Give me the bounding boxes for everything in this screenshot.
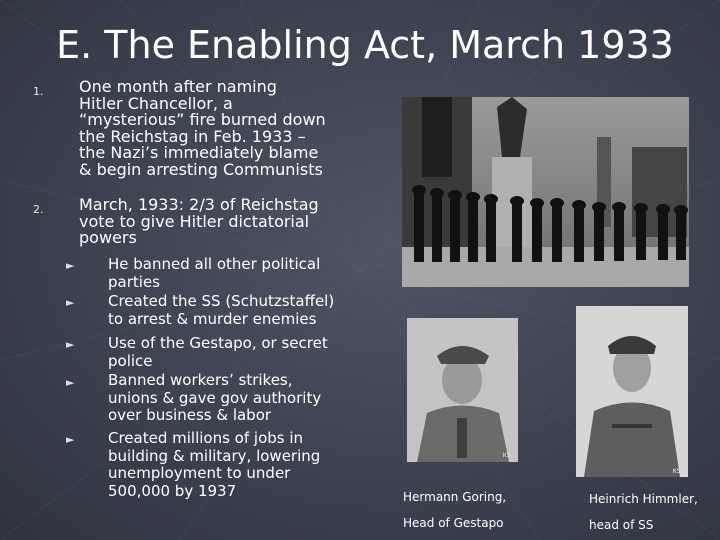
goring-caption-role: Head of Gestapo: [403, 516, 504, 530]
numbered-item-text: [79, 197, 319, 247]
text-line: vote to give Hitler dictatorial: [79, 211, 310, 231]
text-line: unemployment to under: [108, 464, 291, 482]
bullet-arrow-icon: ►: [66, 433, 75, 446]
sub-bullet-text: [108, 430, 320, 500]
ss-march-photo: [402, 97, 689, 287]
text-line: the Reichstag in Feb. 1933 –: [79, 126, 306, 146]
text-line: & begin arresting Communists: [79, 159, 323, 179]
text-line: powers: [79, 228, 137, 247]
text-line: Created millions of jobs in: [108, 429, 304, 447]
text-line: police: [108, 351, 153, 370]
text-line: Created the SS (Schutzstaffel): [108, 292, 335, 310]
numbered-item-text: [79, 79, 326, 178]
bullet-arrow-icon: ►: [66, 338, 75, 351]
bullet-arrow-icon: ►: [66, 376, 75, 389]
sub-bullet-text: [108, 256, 320, 291]
text-line: to arrest & murder enemies: [108, 309, 317, 328]
sub-bullet-text: [108, 293, 334, 328]
text-line: Use of the Gestapo, or secret: [108, 334, 328, 352]
himmler-portrait-photo: [576, 306, 688, 477]
item-number: 1.: [33, 85, 44, 98]
text-line: One month after naming: [79, 77, 277, 96]
goring-caption-name: Hermann Goring,: [403, 490, 507, 504]
text-line: unions & gave gov authority: [108, 388, 322, 407]
sub-bullet-text: [108, 335, 328, 370]
text-line: the Nazi’s immediately blame: [79, 143, 319, 162]
text-line: Banned workers’ strikes,: [108, 371, 293, 389]
text-line: He banned all other political: [108, 255, 321, 273]
sub-bullet-text: [108, 372, 321, 425]
bullet-arrow-icon: ►: [66, 259, 75, 272]
photo-stamp: KS: [503, 452, 511, 459]
text-line: parties: [108, 272, 160, 291]
item-number: 2.: [33, 203, 44, 216]
photo-stamp: KS: [673, 468, 681, 475]
text-line: Hitler Chancellor, a: [79, 93, 233, 113]
himmler-caption-name: Heinrich Himmler,: [589, 492, 698, 506]
text-line: March, 1933: 2/3 of Reichstag: [79, 195, 319, 214]
bullet-arrow-icon: ►: [66, 296, 75, 309]
text-line: 500,000 by 1937: [108, 481, 237, 500]
goring-portrait-photo: [407, 318, 518, 462]
text-line: building & military, lowering: [108, 446, 321, 465]
text-line: “mysterious” fire burned down: [79, 110, 326, 129]
text-line: over business & labor: [108, 406, 272, 424]
slide-title: E. The Enabling Act, March 1933: [56, 23, 674, 67]
himmler-caption-role: head of SS: [589, 518, 654, 532]
